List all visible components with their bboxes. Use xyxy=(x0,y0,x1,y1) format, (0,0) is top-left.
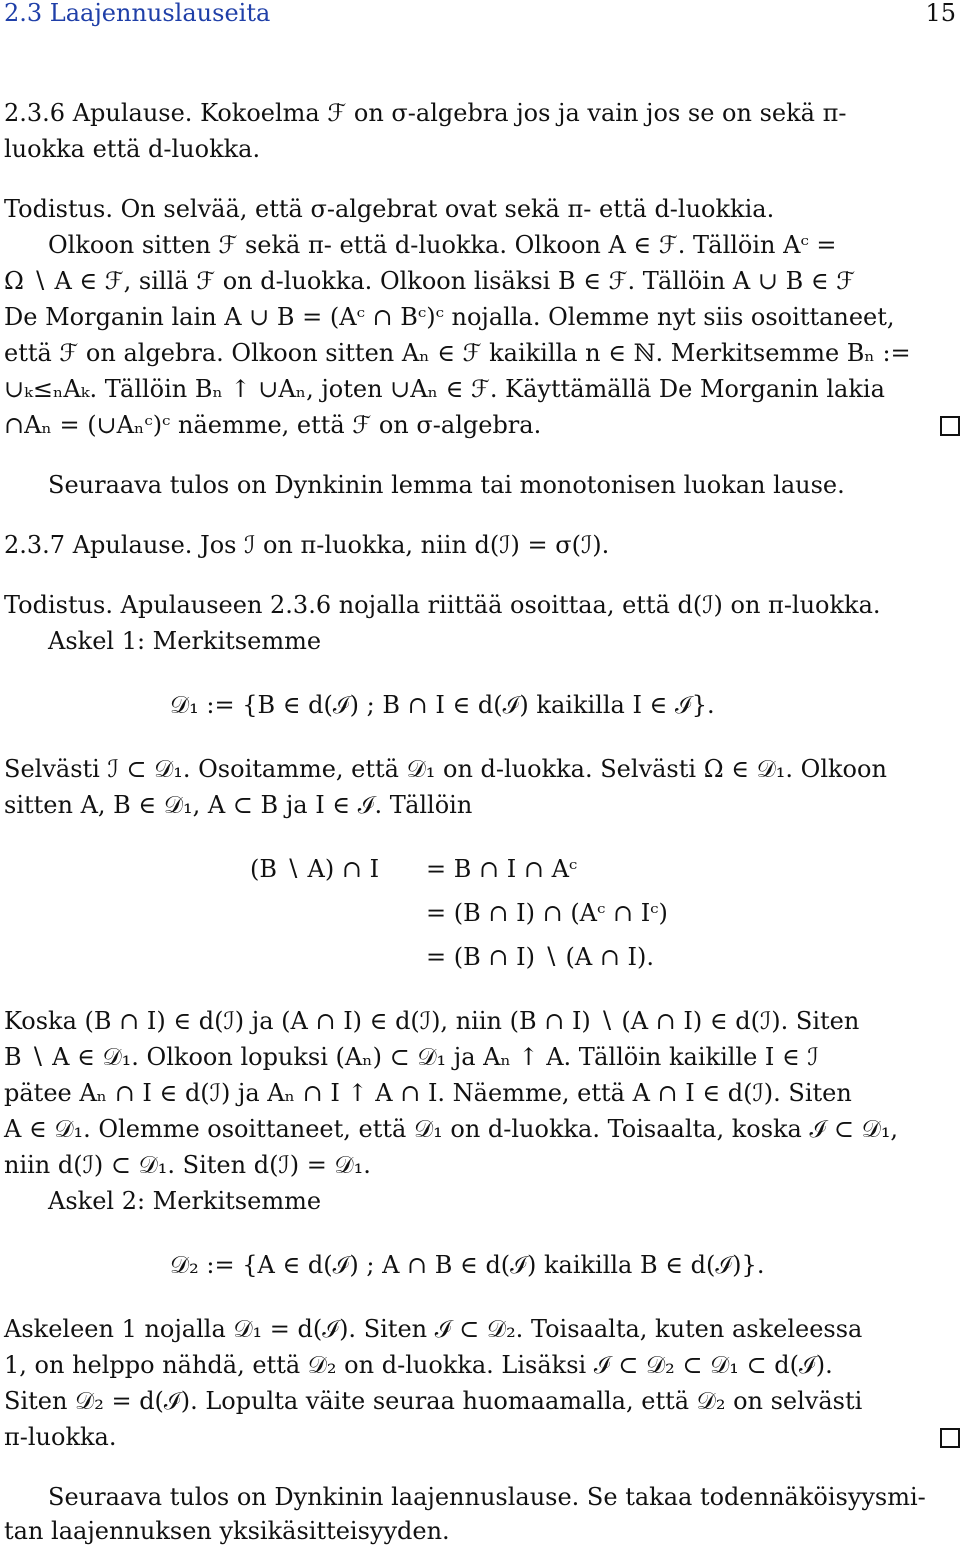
step-2-line-3: Siten 𝒟₂ = d(ℐ). Lopulta väite seuraa huomaamalla, että 𝒟₂ on selvästi xyxy=(4,1387,863,1415)
proof-237-line-1: Todistus. Apulauseen 2.3.6 nojalla riittää osoittaa, että d(ℐ) on π-luokka. xyxy=(4,591,881,619)
lemma-236-line-1: 2.3.6 Apulause. Kokoelma ℱ on σ-algebra jos ja vain jos se on sekä π- xyxy=(4,99,847,127)
step-1-line-3: Koska (B ∩ I) ∈ d(ℐ) ja (A ∩ I) ∈ d(ℐ), niin (B ∩ I) ∖ (A ∩ I) ∈ d(ℐ). Siten xyxy=(4,1007,860,1035)
step-1-line-7: niin d(ℐ) ⊂ 𝒟₁. Siten d(ℐ) = 𝒟₁. xyxy=(4,1151,371,1179)
equation-row-2: = (B ∩ I) ∩ (Aᶜ ∩ Iᶜ) xyxy=(426,899,668,927)
step-1-line-2: sitten A, B ∈ 𝒟₁, A ⊂ B ja I ∈ ℐ. Tällöin xyxy=(4,791,473,819)
proof-line-4: De Morganin lain A ∪ B = (Aᶜ ∩ Bᶜ)ᶜ nojalla. Olemme nyt siis osoittaneet, xyxy=(4,303,895,331)
proof-line-7-text: ∩Aₙ = (∪Aₙᶜ)ᶜ näemme, että ℱ on σ-algebra. xyxy=(4,411,542,439)
step-1-line-5: pätee Aₙ ∩ I ∈ d(ℐ) ja Aₙ ∩ I ↑ A ∩ I. Näemme, että A ∩ I ∈ d(ℐ). Siten xyxy=(4,1079,852,1107)
step-2-line-1: Askeleen 1 nojalla 𝒟₁ = d(ℐ). Siten ℐ ⊂ 𝒟₂. Toisaalta, kuten askeleessa xyxy=(4,1315,863,1343)
page-number: 15 xyxy=(925,0,956,27)
definition-d2: 𝒟₂ := {A ∈ d(ℐ) ; A ∩ B ∈ d(ℐ) kaikilla B ∈ d(ℐ)}. xyxy=(170,1251,765,1279)
step-2-line-4: π-luokka. xyxy=(4,1423,117,1451)
step-1-line-6: A ∈ 𝒟₁. Olemme osoittaneet, että 𝒟₁ on d-luokka. Toisaalta, koska ℐ ⊂ 𝒟₁, xyxy=(4,1115,899,1143)
lemma-237: 2.3.7 Apulause. Jos ℐ on π-luokka, niin d(ℐ) = σ(ℐ). xyxy=(4,531,610,559)
proof-line-5: että ℱ on algebra. Olkoon sitten Aₙ ∈ ℱ kaikilla n ∈ ℕ. Merkitsemme Bₙ := xyxy=(4,339,911,367)
running-header xyxy=(4,0,956,30)
equation-lhs: (B ∖ A) ∩ I xyxy=(250,855,380,883)
step-1-heading: Askel 1: Merkitsemme xyxy=(48,627,322,655)
proof-line-7 xyxy=(4,408,956,442)
step-1-line-1: Selvästi ℐ ⊂ 𝒟₁. Osoitamme, että 𝒟₁ on d-luokka. Selvästi Ω ∈ 𝒟₁. Olkoon xyxy=(4,755,887,783)
equation-row-3: = (B ∩ I) ∖ (A ∩ I). xyxy=(426,943,655,971)
lemma-236-line-2: luokka että d-luokka. xyxy=(4,135,261,163)
remark-dynkin-lemma: Seuraava tulos on Dynkinin lemma tai monotonisen luokan lause. xyxy=(48,471,845,499)
proof-line-2: Olkoon sitten ℱ sekä π- että d-luokka. Olkoon A ∈ ℱ. Tällöin Aᶜ = xyxy=(48,231,837,259)
qed-icon-2 xyxy=(940,1428,960,1448)
proof-line-3: Ω ∖ A ∈ ℱ, sillä ℱ on d-luokka. Olkoon lisäksi B ∈ ℱ. Tällöin A ∪ B ∈ ℱ xyxy=(4,267,856,295)
qed-icon xyxy=(940,416,960,436)
definition-d1: 𝒟₁ := {B ∈ d(ℐ) ; B ∩ I ∈ d(ℐ) kaikilla I ∈ ℐ}. xyxy=(170,691,715,719)
step-2-heading: Askel 2: Merkitsemme xyxy=(48,1187,322,1215)
proof-line-1: Todistus. On selvää, että σ-algebrat ovat sekä π- että d-luokkia. xyxy=(4,195,775,223)
closing-line-1: Seuraava tulos on Dynkinin laajennuslause. Se takaa todennäköisyysmi- xyxy=(48,1483,926,1511)
proof-line-6: ∪ₖ≤ₙAₖ. Tällöin Bₙ ↑ ∪Aₙ, joten ∪Aₙ ∈ ℱ. Käyttämällä De Morganin lakia xyxy=(4,375,885,403)
step-2-line-2: 1, on helppo nähdä, että 𝒟₂ on d-luokka. Lisäksi ℐ ⊂ 𝒟₂ ⊂ 𝒟₁ ⊂ d(ℐ). xyxy=(4,1351,833,1379)
section-title: 2.3 Laajennuslauseita xyxy=(4,0,271,27)
step-1-line-4: B ∖ A ∈ 𝒟₁. Olkoon lopuksi (Aₙ) ⊂ 𝒟₁ ja Aₙ ↑ A. Tällöin kaikille I ∈ ℐ xyxy=(4,1043,819,1071)
equation-row-1: = B ∩ I ∩ Aᶜ xyxy=(426,855,578,883)
closing-line-2: tan laajennuksen yksikäsitteisyyden. xyxy=(4,1517,450,1545)
